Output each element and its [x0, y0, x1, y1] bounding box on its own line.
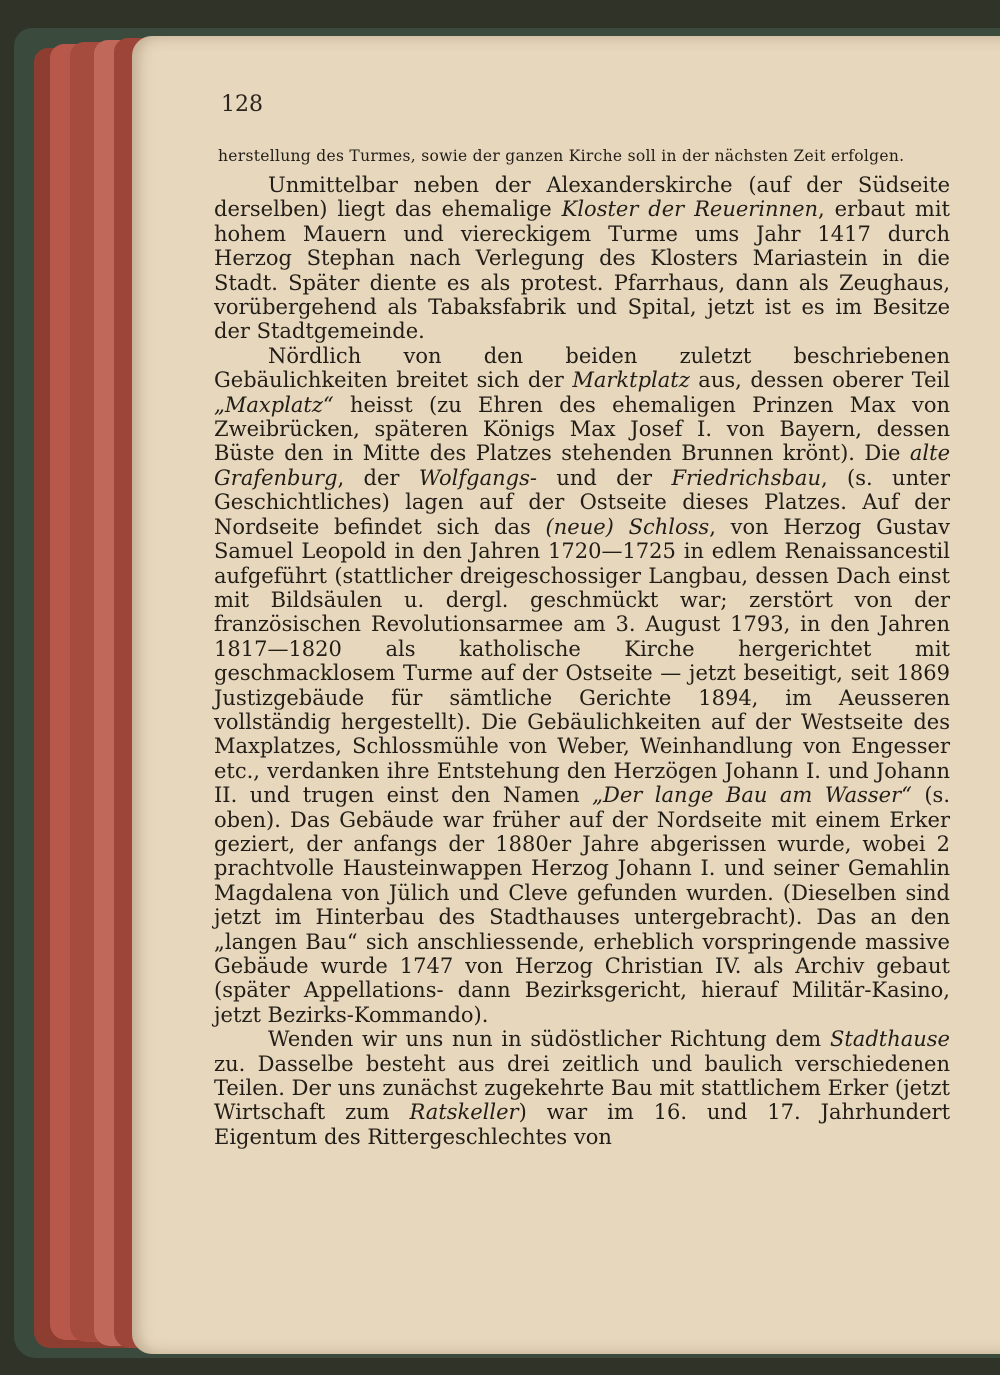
italic-term: Marktplatz — [572, 368, 690, 393]
page-text — [214, 148, 950, 1149]
text-run: , der — [337, 465, 419, 490]
italic-term: „Maxplatz“ — [214, 392, 334, 417]
text-run: und der — [536, 465, 672, 490]
paragraph — [214, 344, 950, 1027]
italic-term: Ratskeller — [409, 1100, 519, 1125]
text-run: ) war im 16. und 17. Jahrhundert Eigentum des Rittergeschlechtes von — [214, 1100, 951, 1149]
text-run: , erbaut mit hohem Mauern und viereckigem Turme ums Jahr 1417 durch Herzog Stephan nach Verlegung des Klosters Mariastein in die Stadt. Später diente es als protest. Pfarrhaus, dann als Zeughaus, vorübergehend als Tabaksfabrik und Spital, jetzt ist es im Besitze der Stadtgemeinde. — [214, 197, 950, 344]
paragraph — [214, 1027, 950, 1149]
text-run: aus, dessen oberer Teil — [689, 368, 950, 393]
italic-term: Wolfgangs- — [418, 465, 537, 490]
text-run: (s. oben). Das Gebäude war früher auf der Nordseite mit einem Erker geziert, der anfangs der 1880er Jahre abgerissen wurde, wobei 2 prachtvolle Hausteinwappen Herzog Johann I. und seiner Gemahlin Magdalena von Jülich und Cleve gefunden wurden. (Dieselben sind jetzt im Hinterbau des Stadthauses untergebracht). Das an den „langen Bau“ sich anschliessende, erheblich vorspringende massive Gebäude wurde 1747 von Herzog Christian IV. als Archiv gebaut (später Appellations- dann Bezirksgericht, hierauf Militär-Kasino, jetzt Bezirks-Kommando). — [214, 783, 950, 1027]
text-run: , (s. unter Geschichtliches) lagen auf der Ostseite dieses Platzes. Auf der Nordseite befindet sich das — [214, 465, 950, 539]
italic-term: (neue) Schloss — [545, 514, 710, 539]
text-run: Wenden wir uns nun in südöstlicher Richtung dem — [268, 1027, 830, 1052]
text-run: zu. Dasselbe besteht aus drei zeitlich und baulich verschiedenen Teilen. Der uns zunächst zugekehrte Bau mit stattlichem Erker (jetzt Wirtschaft zum — [214, 1051, 950, 1125]
italic-term: alte Grafenburg — [214, 441, 950, 490]
italic-term: Stadthause — [829, 1027, 950, 1052]
italic-term: „Der lange Bau am Wasser“ — [592, 783, 912, 808]
text-run: , von Herzog Gustav Samuel Leopold in den Jahren 1720—1725 in edlem Renaissancestil aufgeführt (stattlicher dreigeschossiger Langbau, dessen Dach einst mit Bildsäulen u. dergl. geschmückt war; zerstört von der französischen Revolutionsarmee am 3. August 1793, in den Jahren 1817—1820 als katholische Kirche hergerichtet mit geschmacklosem Turme auf der Ostseite — jetzt beseitigt, seit 1869 Justizgebäude für sämtliche Gerichte 1894, im Aeusseren vollständig hergestellt). Die Gebäulichkeiten auf der Westseite des Maxplatzes, Schlossmühle von Weber, Weinhandlung von Engesser etc., verdanken ihre Entstehung den Herzögen Johann I. und Johann II. und trugen einst den Namen — [214, 514, 950, 808]
italic-term: Friedrichsbau — [671, 465, 821, 490]
text-continuation: herstellung des Turmes, sowie der ganzen Kirche soll in der nächsten Zeit erfolgen. — [218, 147, 905, 165]
italic-term: Kloster der Reuerinnen — [561, 197, 819, 222]
text-run: Nördlich von den beiden zuletzt beschriebenen Gebäulichkeiten breitet sich der — [214, 343, 950, 393]
paragraph — [214, 173, 950, 344]
text-run: heisst (zu Ehren des ehemaligen Prinzen Max von Zweibrücken, späteren Königs Max Josef I. von Bayern, dessen Büste den in Mitte des Platzes stehenden Brunnen krönt). Die — [214, 392, 950, 466]
page-number: 128 — [221, 92, 263, 117]
text-run: Unmittelbar neben der Alexanderskirche (auf der Südseite derselben) liegt das ehemalige — [214, 173, 950, 222]
